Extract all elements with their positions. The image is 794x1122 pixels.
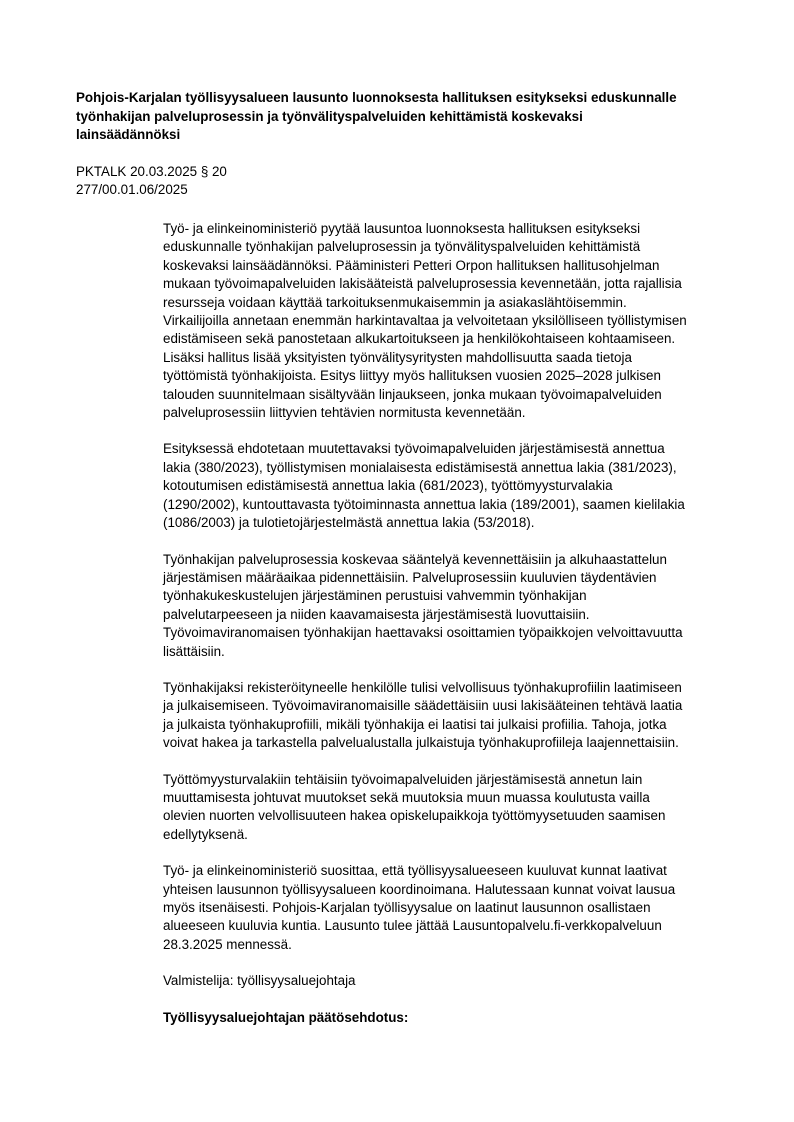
text-line: olevien nuorten velvollisuuteen hakea opiskelupaikkoja työttömyysetuuden saamisen (163, 808, 666, 824)
text-line: talouden suunnitelmaan sisältyvään linjaukseen, jonka mukaan työvoimapalveluiden (163, 386, 662, 402)
paragraph-job-profile (163, 679, 746, 753)
paragraph-request (163, 220, 746, 422)
text-line: Työttömyysturvalakiin tehtäisiin työvoimapalveluiden järjestämisestä annetun lain (163, 771, 643, 787)
text-line: (1290/2002), kuntouttavasta työtoiminnasta annettua lakia (189/2001), saamen kielilakia (163, 496, 685, 512)
record-number: 277/00.01.06/2025 (76, 182, 188, 197)
text-line: koskevaksi lainsäädännöksi. Pääministeri Petteri Orpon hallituksen hallitusohjelman (163, 257, 660, 273)
text-line: työnhakukeskustelujen järjestäminen perustuisi vahvemmin työnhakijan (163, 588, 587, 604)
text-line: resursseja voidaan käyttää tarkoituksenmukaisemmin ja asiakaslähtöisemmin. (163, 294, 627, 310)
text-line: myös itsenäisesti. Pohjois-Karjalan työllisyysalue on laatinut lausunnon osallistaen (163, 900, 651, 915)
text-line: Virkailijoilla annetaan enemmän harkintavaltaa ja velvoitetaan yksilölliseen työllistymisen (163, 313, 687, 329)
text-line: Työ- ja elinkeinoministeriö pyytää lausuntoa luonnoksesta hallituksen esitykseksi (163, 221, 641, 236)
text-line: Esityksessä ehdotetaan muutettavaksi työvoimapalveluiden järjestämisestä annettua (163, 441, 665, 457)
title-line: lainsäädännöksi (76, 127, 181, 142)
text-line: lakia (380/2023), työllistymisen monialaisesta edistämisestä annettua lakia (381/2023), (163, 459, 677, 475)
text-line: Lisäksi hallitus lisää yksityisten työnvälitysyritysten mahdollisuutta saada tietoja (163, 349, 632, 365)
text-line: palvelutarpeeseen ja niiden kaavamaisesta järjestämisestä luovuttaisiin. (163, 606, 590, 622)
text-line: yhteisen lausunnon työllisyysalueen koordinoimana. Halutessaan kunnat voivat lausua (163, 881, 676, 897)
text-line: ja julkaista työnhakuprofiili, mikäli työnhakija ei laatisi tai julkaisi profiilia. Tahoja, jotka (163, 716, 667, 732)
preparer: Valmistelija: työllisyysaluejohtaja (163, 973, 356, 989)
paragraph-service-process (163, 551, 746, 661)
paragraph-laws (163, 440, 746, 532)
text-line: ja julkaisemiseen. Työvoimaviranomaisille säädettäisiin uusi lakisääteinen tehtävä laatia (163, 698, 683, 714)
text-line: muuttamisesta johtuvat muutokset sekä muutoksia muun muassa koulutusta vailla (163, 789, 650, 805)
paragraph-unemployment (163, 771, 746, 845)
document-title (76, 89, 756, 145)
text-line: palveluprosessiin liittyvien tehtävien normitusta kevennetään. (163, 405, 526, 421)
text-line: Työnhakijan palveluprosessia koskevaa sääntelyä kevennettäisiin ja alkuhaastattelun (163, 551, 667, 567)
text-line: Työ- ja elinkeinoministeriö suosittaa, että työllisyysalueeseen kuuluvat kunnat laativat (163, 863, 667, 879)
text-line: Työnhakijaksi rekisteröityneelle henkilölle tulisi velvollisuus työnhakuprofiilin laatimiseen (163, 679, 682, 695)
document-meta (76, 163, 227, 199)
text-line: edellytyksenä. (163, 826, 248, 842)
document-body (163, 220, 746, 1027)
text-line: eduskunnalle työnhakijan palveluprosessin ja työnvälityspalveluiden kehittämistä (163, 239, 641, 255)
proposal-heading: Työllisyysaluejohtajan päätösehdotus: (163, 1009, 409, 1025)
text-line: järjestämisen määräaikaa pidennettäisiin. Palveluprosessiin kuuluvien täydentävien (163, 569, 657, 585)
text-line: Työvoimaviranomaisen työnhakijan haettavaksi osoittamien työpaikkojen velvoittavuutta (163, 625, 683, 641)
title-line: työnhakijan palveluprosessin ja työnvälityspalveluiden kehittämistä koskevaksi (76, 108, 583, 124)
text-line: mukaan työvoimapalveluiden lakisääteistä palveluprosessia kevennetään, jotta rajallisia (163, 276, 682, 292)
text-line: (1086/2003) ja tulotietojärjestelmästä annettua lakia (53/2018). (163, 515, 535, 531)
paragraph-statement (163, 862, 746, 954)
text-line: alueeseen kuuluvia kuntia. Lausunto tulee jättää Lausuntopalvelu.fi-verkkopalveluun (163, 918, 662, 934)
text-line: 28.3.2025 mennessä. (163, 936, 292, 952)
text-line: työttömistä työnhakijoista. Esitys liittyy myös hallituksen vuosien 2025–2028 julkisen (163, 368, 661, 384)
text-line: edistämiseen sekä panostetaan alkukartoitukseen ja henkilökohtaiseen kohtaamiseen. (163, 331, 676, 347)
text-line: kotoutumisen edistämisestä annettua lakia (681/2023), työttömyysturvalakia (163, 478, 613, 494)
text-line: voivat hakea ja tarkastella palvelualustalla julkaistuja työnhakuprofiileja laajennettaisiin. (163, 735, 679, 751)
meeting-reference: PKTALK 20.03.2025 § 20 (76, 164, 227, 179)
text-line: lisättäisiin. (163, 643, 225, 659)
title-line: Pohjois-Karjalan työllisyysalueen lausunto luonnoksesta hallituksen esitykseksi eduskunnalle (76, 90, 677, 105)
